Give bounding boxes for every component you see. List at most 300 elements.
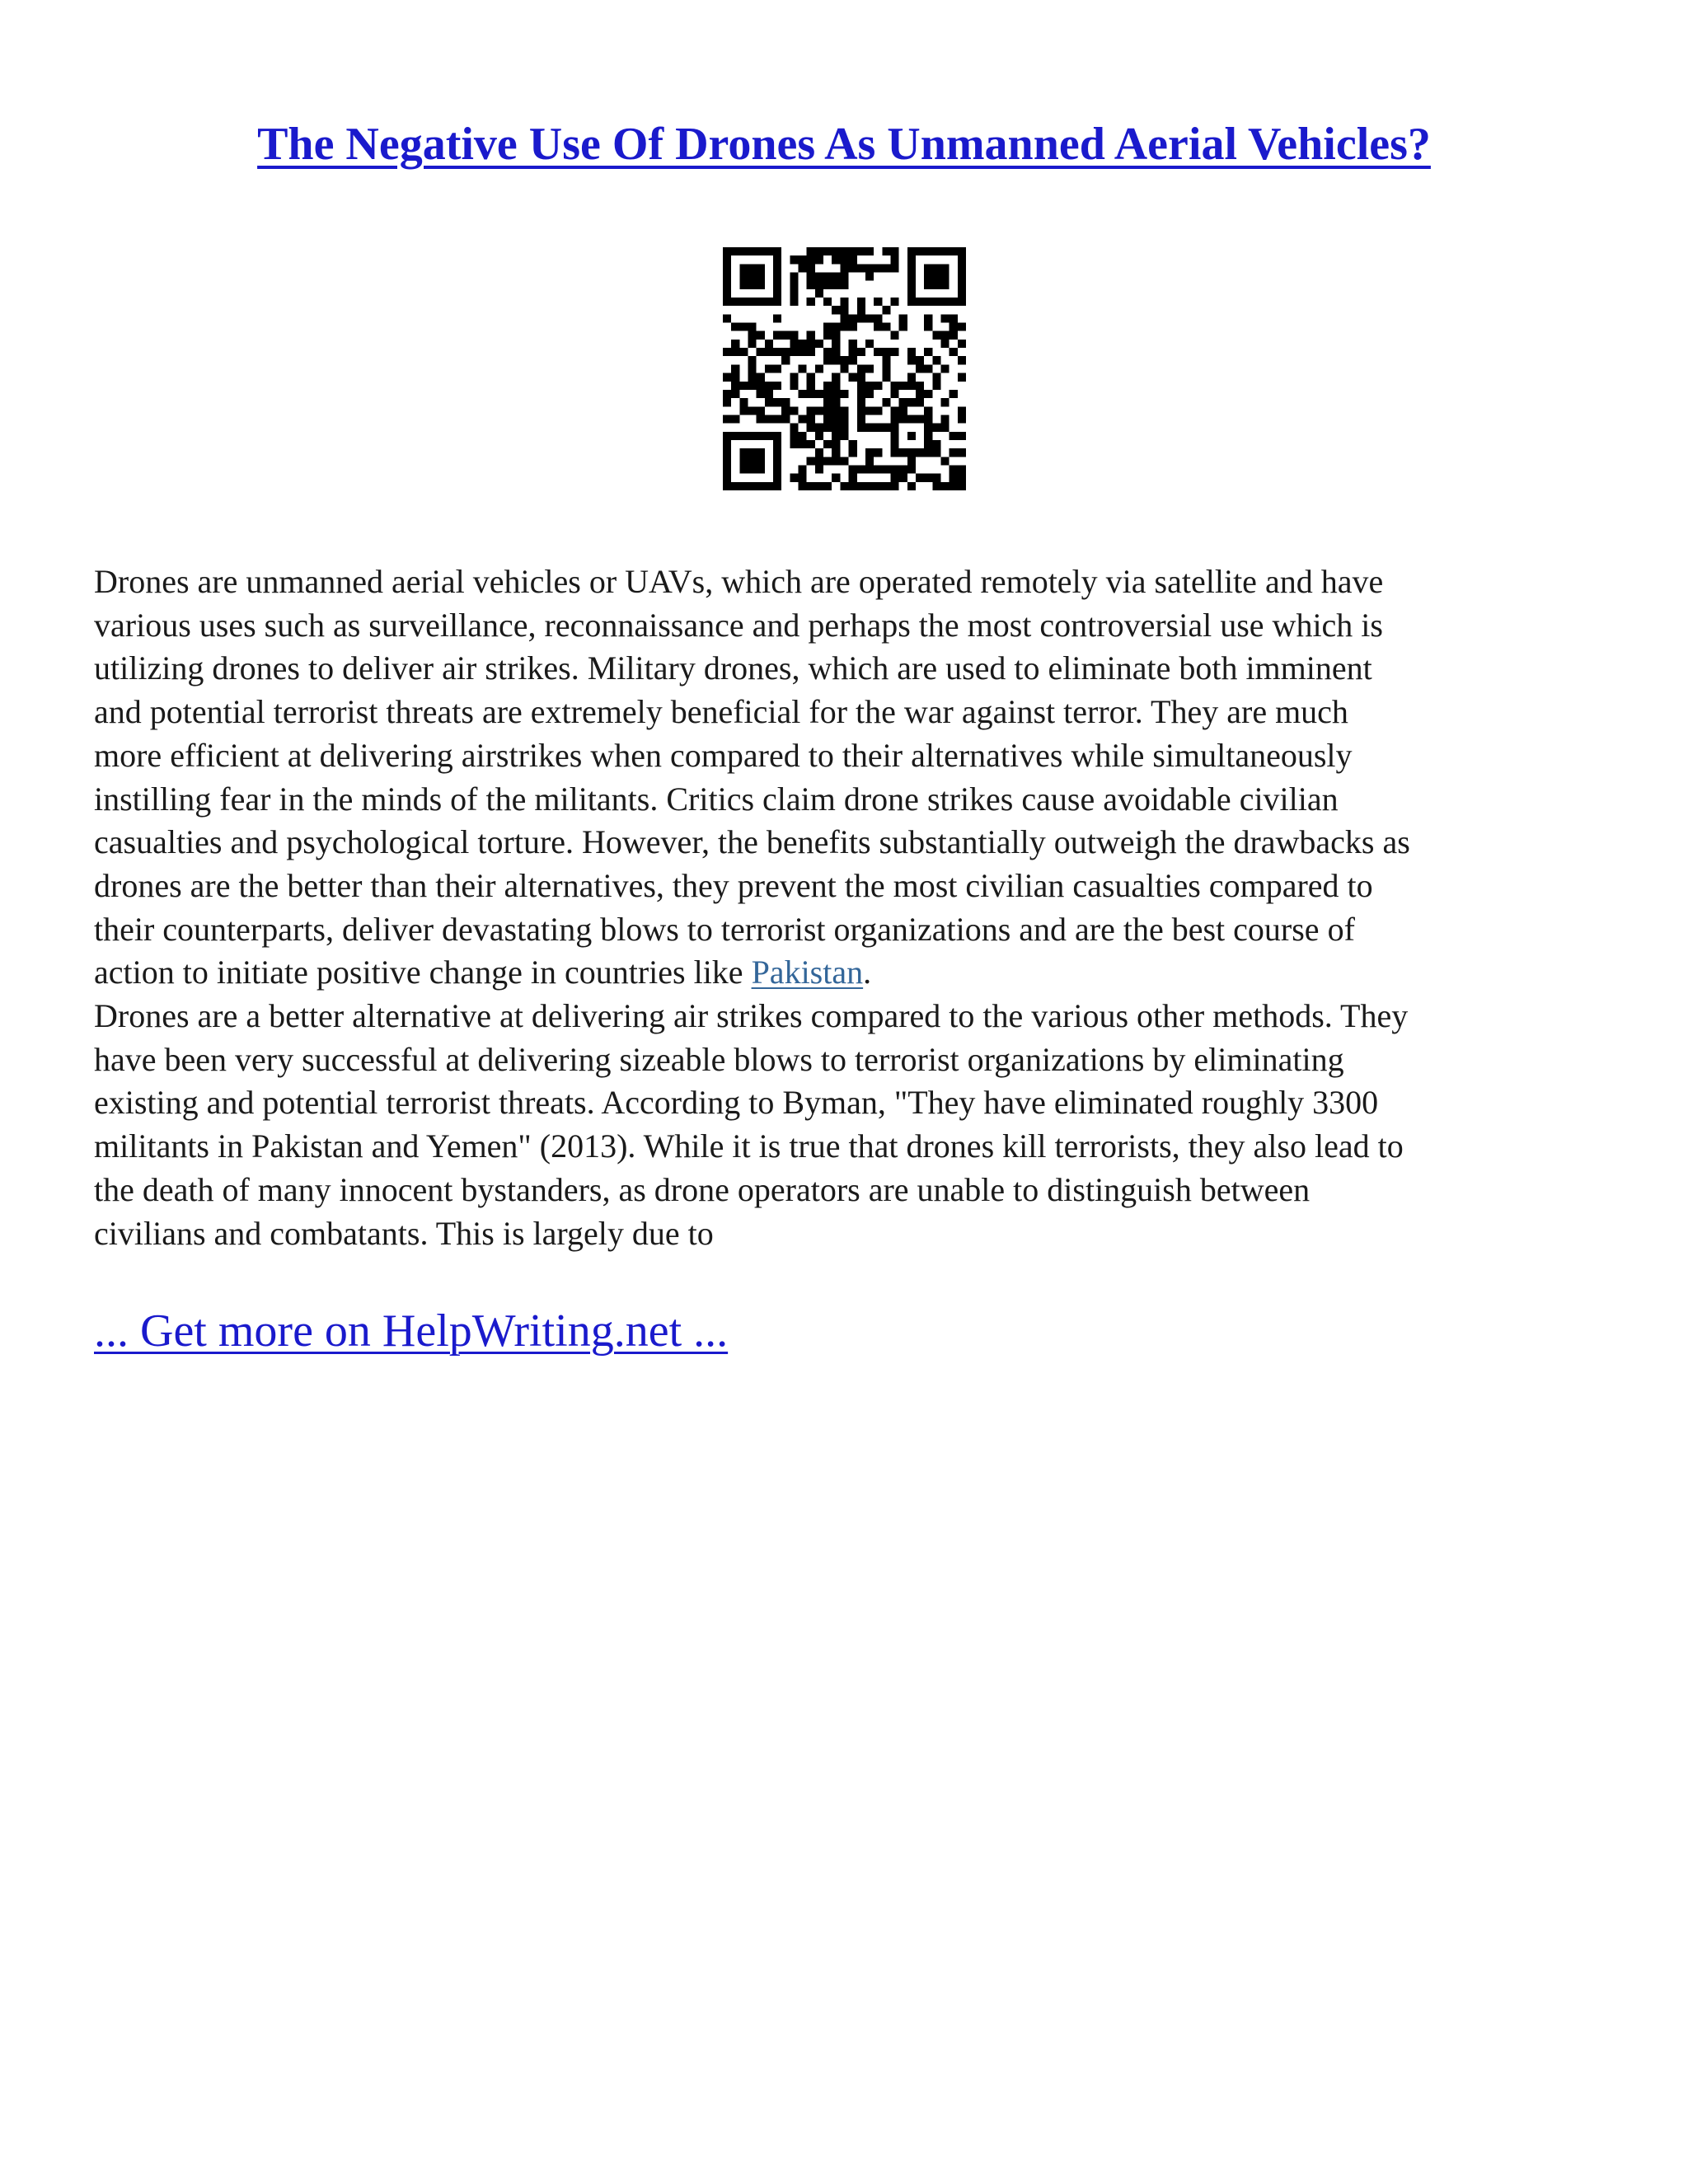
qr-module xyxy=(857,264,865,272)
qr-module xyxy=(958,465,966,473)
qr-module xyxy=(723,373,731,382)
qr-module xyxy=(840,314,848,322)
qr-module xyxy=(807,348,815,356)
qr-module xyxy=(857,373,865,382)
body-line: the death of many innocent bystanders, as drone operators are unable to distinguish between xyxy=(94,1170,1311,1208)
qr-module xyxy=(790,340,798,348)
qr-module xyxy=(723,247,731,255)
qr-module xyxy=(882,482,890,490)
qr-module xyxy=(781,331,790,340)
qr-module xyxy=(916,415,924,423)
qr-module xyxy=(857,364,865,373)
qr-module xyxy=(757,273,765,281)
qr-module xyxy=(950,331,958,340)
qr-module xyxy=(807,440,815,448)
qr-module xyxy=(907,255,916,264)
qr-module xyxy=(832,255,840,264)
qr-module xyxy=(958,415,966,423)
qr-module xyxy=(748,465,757,473)
qr-module xyxy=(773,398,781,406)
qr-module xyxy=(958,474,966,482)
qr-module xyxy=(890,482,898,490)
qr-module xyxy=(932,482,940,490)
qr-module xyxy=(958,247,966,255)
qr-module xyxy=(832,281,840,289)
qr-module xyxy=(723,390,731,398)
qr-module xyxy=(731,415,739,423)
qr-module xyxy=(748,264,757,272)
qr-module xyxy=(773,281,781,289)
qr-module xyxy=(907,465,916,473)
get-more-link[interactable]: ... Get more on HelpWriting.net ... xyxy=(94,1305,729,1357)
qr-module xyxy=(840,306,848,314)
qr-module xyxy=(907,457,916,465)
qr-module xyxy=(815,364,823,373)
qr-module xyxy=(832,448,840,457)
qr-module xyxy=(865,406,874,415)
qr-module xyxy=(739,323,748,331)
qr-module xyxy=(731,348,739,356)
qr-module xyxy=(773,255,781,264)
qr-module xyxy=(765,432,773,440)
qr-module xyxy=(807,390,815,398)
qr-module xyxy=(823,415,832,423)
qr-module xyxy=(916,448,924,457)
qr-module xyxy=(907,281,916,289)
qr-module xyxy=(907,415,916,423)
qr-module xyxy=(840,457,848,465)
qr-module xyxy=(731,373,739,382)
qr-module xyxy=(807,373,815,382)
qr-module xyxy=(807,382,815,390)
qr-module xyxy=(765,398,773,406)
body-line: instilling fear in the minds of the militants. Critics claim drone strikes cause avoidable civilian xyxy=(94,780,1339,818)
qr-module xyxy=(790,440,798,448)
qr-module xyxy=(924,298,932,306)
qr-module xyxy=(899,406,907,415)
qr-module xyxy=(748,406,757,415)
qr-module xyxy=(890,432,898,440)
qr-module xyxy=(823,382,832,390)
qr-module xyxy=(815,424,823,432)
qr-module xyxy=(739,482,748,490)
qr-module xyxy=(907,356,916,364)
qr-module xyxy=(874,465,882,473)
qr-module xyxy=(765,415,773,423)
qr-module xyxy=(757,281,765,289)
qr-module xyxy=(723,348,731,356)
qr-module xyxy=(840,424,848,432)
qr-module xyxy=(907,247,916,255)
qr-module xyxy=(874,448,882,457)
qr-module xyxy=(757,331,765,340)
qr-module xyxy=(899,465,907,473)
qr-module xyxy=(958,273,966,281)
qr-module xyxy=(958,373,966,382)
body-text-fragment: . xyxy=(863,954,872,991)
qr-module xyxy=(874,298,882,306)
qr-module xyxy=(723,457,731,465)
qr-module xyxy=(757,465,765,473)
qr-module xyxy=(899,382,907,390)
qr-module xyxy=(840,264,848,272)
qr-module xyxy=(773,440,781,448)
qr-module xyxy=(823,323,832,331)
qr-module xyxy=(857,306,865,314)
qr-module xyxy=(815,247,823,255)
qr-module xyxy=(907,482,916,490)
qr-module xyxy=(723,273,731,281)
qr-module xyxy=(739,298,748,306)
qr-module xyxy=(857,382,865,390)
qr-module xyxy=(899,415,907,423)
qr-module xyxy=(790,281,798,289)
qr-module xyxy=(790,348,798,356)
qr-module xyxy=(882,264,890,272)
qr-module xyxy=(799,255,807,264)
qr-module xyxy=(940,482,949,490)
qr-module xyxy=(958,406,966,415)
qr-module xyxy=(748,298,757,306)
qr-module xyxy=(765,482,773,490)
qr-code xyxy=(723,247,966,490)
qr-module xyxy=(815,340,823,348)
qr-module xyxy=(950,348,958,356)
qr-module xyxy=(723,281,731,289)
qr-module xyxy=(823,390,832,398)
page-title xyxy=(0,115,1688,173)
qr-module xyxy=(857,465,865,473)
qr-module xyxy=(807,457,815,465)
qr-module xyxy=(950,465,958,473)
qr-module xyxy=(940,364,949,373)
body-line: casualties and psychological torture. However, the benefits substantially outweigh the drawbacks as xyxy=(94,823,1410,861)
qr-module xyxy=(748,382,757,390)
qr-module xyxy=(890,390,898,398)
qr-module xyxy=(932,273,940,281)
body-line: drones are the better than their alternatives, they prevent the most civilian casualties compared to xyxy=(94,866,1373,904)
qr-module xyxy=(882,424,890,432)
qr-module xyxy=(832,373,840,382)
qr-module xyxy=(882,465,890,473)
qr-module xyxy=(940,264,949,272)
qr-module xyxy=(924,323,932,331)
qr-module xyxy=(832,331,840,340)
qr-module xyxy=(840,273,848,281)
qr-module xyxy=(899,398,907,406)
qr-module xyxy=(815,281,823,289)
qr-module xyxy=(916,298,924,306)
qr-module xyxy=(832,398,840,406)
qr-module xyxy=(840,482,848,490)
qr-module xyxy=(823,298,832,306)
qr-module xyxy=(815,448,823,457)
qr-module xyxy=(807,281,815,289)
qr-module xyxy=(849,448,857,457)
qr-module xyxy=(790,382,798,390)
qr-module xyxy=(849,247,857,255)
qr-module xyxy=(790,331,798,340)
qr-module xyxy=(832,440,840,448)
qr-module xyxy=(790,424,798,432)
qr-module xyxy=(773,448,781,457)
qr-module xyxy=(781,356,790,364)
qr-module xyxy=(907,273,916,281)
qr-module xyxy=(865,382,874,390)
qr-module xyxy=(958,482,966,490)
body-line: existing and potential terrorist threats. According to Byman, "They have eliminated roughly 3300 xyxy=(94,1084,1379,1122)
qr-module xyxy=(823,331,832,340)
qr-module xyxy=(924,415,932,423)
qr-module xyxy=(823,398,832,406)
qr-module xyxy=(890,440,898,448)
qr-module xyxy=(890,382,898,390)
qr-module xyxy=(890,264,898,272)
qr-module xyxy=(840,298,848,306)
qr-module xyxy=(739,406,748,415)
qr-module xyxy=(790,289,798,298)
qr-module xyxy=(799,348,807,356)
qr-module xyxy=(815,465,823,473)
qr-module xyxy=(874,348,882,356)
qr-module xyxy=(832,432,840,440)
qr-module xyxy=(857,348,865,356)
qr-module xyxy=(807,273,815,281)
qr-module xyxy=(916,356,924,364)
qr-module xyxy=(849,255,857,264)
qr-module xyxy=(832,247,840,255)
qr-module xyxy=(882,364,890,373)
body-line: various uses such as surveillance, reconnaissance and perhaps the most controversial use which is xyxy=(94,606,1383,644)
qr-module xyxy=(932,382,940,390)
qr-module xyxy=(924,440,932,448)
qr-module xyxy=(799,432,807,440)
qr-module xyxy=(739,432,748,440)
qr-module xyxy=(790,432,798,440)
qr-module xyxy=(815,406,823,415)
qr-module xyxy=(815,482,823,490)
qr-module xyxy=(799,482,807,490)
qr-module xyxy=(773,432,781,440)
qr-module xyxy=(950,448,958,457)
qr-module xyxy=(849,323,857,331)
qr-module xyxy=(832,474,840,482)
qr-module xyxy=(773,482,781,490)
qr-module xyxy=(916,390,924,398)
qr-module xyxy=(840,364,848,373)
qr-module xyxy=(932,331,940,340)
qr-module xyxy=(832,390,840,398)
qr-module xyxy=(849,373,857,382)
qr-module xyxy=(865,424,874,432)
qr-module xyxy=(849,482,857,490)
qr-module xyxy=(765,247,773,255)
qr-module xyxy=(723,298,731,306)
qr-module xyxy=(748,448,757,457)
qr-module xyxy=(932,448,940,457)
qr-module xyxy=(932,440,940,448)
qr-module xyxy=(731,298,739,306)
qr-module xyxy=(865,364,874,373)
qr-module xyxy=(739,273,748,281)
qr-module xyxy=(950,314,958,322)
qr-module xyxy=(757,457,765,465)
qr-module xyxy=(840,390,848,398)
qr-module xyxy=(907,398,916,406)
pakistan-link[interactable]: Pakistan xyxy=(751,954,864,991)
qr-module xyxy=(739,281,748,289)
qr-module xyxy=(950,298,958,306)
qr-module xyxy=(781,415,790,423)
qr-module xyxy=(840,323,848,331)
qr-module xyxy=(807,298,815,306)
qr-module xyxy=(799,465,807,473)
qr-module xyxy=(924,390,932,398)
qr-module xyxy=(723,448,731,457)
qr-module xyxy=(757,415,765,423)
qr-module xyxy=(739,398,748,406)
qr-module xyxy=(899,448,907,457)
qr-module xyxy=(932,356,940,364)
qr-module xyxy=(773,289,781,298)
qr-module xyxy=(865,448,874,457)
qr-module xyxy=(924,364,932,373)
qr-module xyxy=(739,382,748,390)
qr-module xyxy=(924,406,932,415)
qr-module xyxy=(840,281,848,289)
qr-module xyxy=(790,255,798,264)
qr-module xyxy=(899,314,907,322)
qr-module xyxy=(731,323,739,331)
qr-module xyxy=(882,323,890,331)
qr-module xyxy=(748,364,757,373)
body-line: Drones are unmanned aerial vehicles or UAVs, which are operated remotely via satellite and have xyxy=(94,563,1384,600)
qr-module xyxy=(807,406,815,415)
qr-module xyxy=(924,424,932,432)
qr-module xyxy=(748,432,757,440)
qr-module xyxy=(874,314,882,322)
qr-module xyxy=(781,398,790,406)
qr-module xyxy=(723,474,731,482)
qr-module xyxy=(773,465,781,473)
qr-module xyxy=(807,482,815,490)
title-link[interactable]: The Negative Use Of Drones As Unmanned Aerial Vehicles? xyxy=(257,119,1431,170)
qr-module xyxy=(748,323,757,331)
qr-module xyxy=(890,255,898,264)
qr-module xyxy=(773,331,781,340)
qr-module xyxy=(940,298,949,306)
qr-module xyxy=(940,247,949,255)
qr-module xyxy=(932,264,940,272)
qr-module xyxy=(958,281,966,289)
qr-module xyxy=(840,356,848,364)
qr-module xyxy=(723,465,731,473)
qr-module xyxy=(916,364,924,373)
qr-module xyxy=(739,448,748,457)
qr-module xyxy=(958,340,966,348)
qr-module xyxy=(958,289,966,298)
qr-module xyxy=(890,298,898,306)
qr-module xyxy=(823,273,832,281)
qr-module xyxy=(781,406,790,415)
qr-module xyxy=(882,373,890,382)
qr-module xyxy=(799,264,807,272)
qr-module xyxy=(748,281,757,289)
qr-module xyxy=(807,424,815,432)
qr-module xyxy=(739,264,748,272)
body-line: and potential terrorist threats are extremely beneficial for the war against terror. They are much xyxy=(94,693,1348,731)
qr-module xyxy=(748,340,757,348)
qr-module xyxy=(823,247,832,255)
qr-module xyxy=(723,314,731,322)
qr-module xyxy=(832,415,840,423)
qr-module xyxy=(874,382,882,390)
qr-module xyxy=(932,424,940,432)
qr-module xyxy=(882,398,890,406)
qr-module xyxy=(765,364,773,373)
qr-module xyxy=(832,424,840,432)
qr-module xyxy=(849,440,857,448)
body-line-with-link xyxy=(94,951,1598,995)
qr-module xyxy=(849,340,857,348)
qr-module xyxy=(882,356,890,364)
qr-module xyxy=(765,298,773,306)
qr-module xyxy=(790,298,798,306)
qr-module xyxy=(723,440,731,448)
qr-module xyxy=(882,306,890,314)
qr-module xyxy=(950,432,958,440)
qr-module xyxy=(882,247,890,255)
qr-module xyxy=(823,356,832,364)
qr-module xyxy=(748,457,757,465)
qr-module xyxy=(924,314,932,322)
qr-module xyxy=(731,382,739,390)
qr-module xyxy=(940,340,949,348)
qr-module xyxy=(890,331,898,340)
qr-module xyxy=(765,390,773,398)
qr-module xyxy=(865,465,874,473)
qr-module xyxy=(890,348,898,356)
qr-module xyxy=(799,415,807,423)
qr-module xyxy=(773,415,781,423)
qr-module xyxy=(890,448,898,457)
qr-module xyxy=(932,298,940,306)
qr-module xyxy=(899,474,907,482)
qr-module xyxy=(748,247,757,255)
qr-module xyxy=(940,281,949,289)
qr-module xyxy=(958,298,966,306)
qr-module xyxy=(773,247,781,255)
qr-module xyxy=(924,273,932,281)
qr-module xyxy=(865,314,874,322)
qr-module xyxy=(781,348,790,356)
body-line: have been very successful at delivering sizeable blows to terrorist organizations by eliminating xyxy=(94,1040,1344,1078)
qr-module xyxy=(890,415,898,423)
qr-module xyxy=(940,331,949,340)
qr-module xyxy=(773,382,781,390)
qr-module xyxy=(731,432,739,440)
qr-module xyxy=(907,264,916,272)
qr-module xyxy=(723,264,731,272)
qr-module xyxy=(739,457,748,465)
qr-module xyxy=(950,474,958,482)
qr-module xyxy=(773,273,781,281)
qr-module xyxy=(790,373,798,382)
qr-module xyxy=(773,298,781,306)
qr-module xyxy=(950,247,958,255)
qr-module xyxy=(940,415,949,423)
qr-module xyxy=(890,247,898,255)
